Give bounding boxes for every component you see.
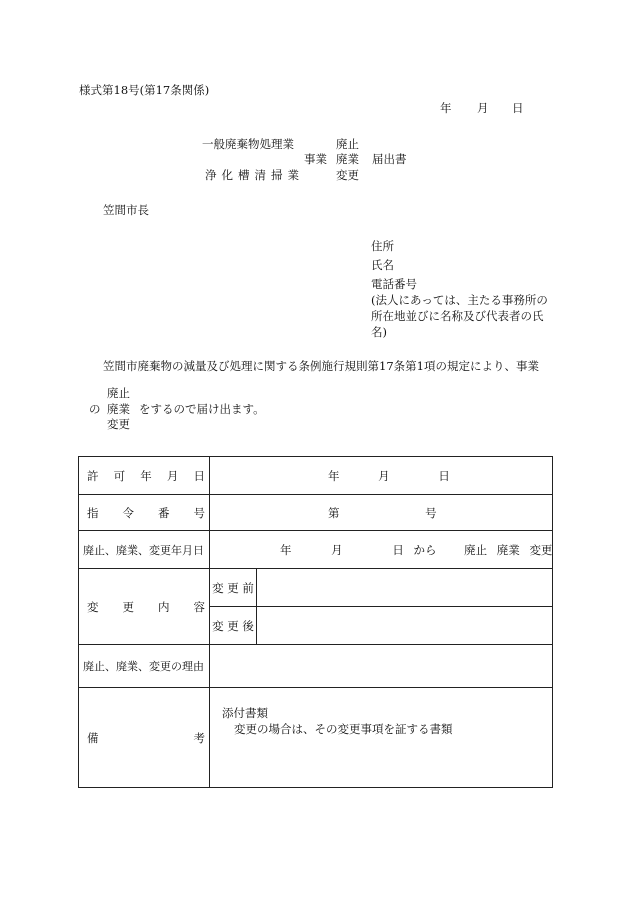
- effective-year-unit: 年: [280, 542, 292, 557]
- label-after-change: 変 更 後: [210, 607, 257, 645]
- applicant-note-line2: 所在地並びに名称及び代表者の氏: [371, 309, 544, 323]
- table-row-effective-date: [79, 531, 553, 569]
- applicant-address-label: 住所: [371, 239, 394, 253]
- label-char: 更: [122, 599, 134, 614]
- label-reason: 廃止、廃業、変更の理由: [79, 645, 210, 688]
- value-remarks[interactable]: [210, 688, 553, 788]
- label-char: 番: [158, 505, 170, 520]
- table-row-order-number: [79, 495, 553, 531]
- permit-year-unit: 年: [328, 468, 340, 483]
- label-char: 年: [140, 468, 152, 483]
- order-number-suffix: 号: [425, 505, 437, 520]
- label-char: 考: [193, 730, 205, 745]
- notification-table: [78, 456, 553, 788]
- date-day: 日: [512, 101, 524, 115]
- effective-day-unit: 日: [392, 542, 404, 557]
- label-char: 可: [113, 468, 126, 483]
- date-month: 月: [477, 101, 489, 115]
- value-reason[interactable]: [210, 645, 553, 688]
- value-permit-date[interactable]: [210, 457, 553, 495]
- title-jigyo: 事業: [304, 152, 327, 166]
- body-particle-no: の: [89, 402, 101, 416]
- order-number-prefix: 第: [328, 505, 340, 520]
- permit-month-unit: 月: [378, 468, 390, 483]
- label-char: 変: [87, 599, 99, 614]
- effective-option-abolish[interactable]: 廃止: [464, 542, 488, 557]
- value-effective-date[interactable]: [210, 531, 553, 569]
- form-number: 様式第18号(第17条関係): [79, 83, 210, 97]
- body-option-abolish: 廃止: [107, 386, 130, 400]
- label-char: 月: [166, 468, 179, 483]
- label-char: 内: [158, 599, 170, 614]
- label-char: 許: [87, 468, 99, 483]
- effective-month-unit: 月: [331, 542, 343, 557]
- addressee: 笠間市長: [103, 203, 149, 217]
- body-main-sentence: 笠間市廃棄物の減量及び処理に関する条例施行規則第17条第1項の規定により、事業: [103, 359, 539, 373]
- label-char: 指: [87, 505, 99, 520]
- permit-day-unit: 日: [438, 468, 450, 483]
- body-tail: をするので届け出ます。: [139, 402, 265, 416]
- label-char: 令: [122, 505, 134, 520]
- applicant-name-label: 氏名: [371, 258, 394, 272]
- attachments-note: 変更の場合は、その変更事項を証する書類: [234, 722, 453, 736]
- table-row-remarks: [79, 688, 553, 788]
- label-char: 備: [87, 730, 99, 745]
- title-septic-business: 浄化槽清掃業: [205, 168, 304, 182]
- value-after-change[interactable]: [257, 607, 553, 645]
- label-permit-date: [79, 457, 210, 495]
- effective-option-close[interactable]: 廃業: [496, 542, 520, 557]
- table-row-change-before: [79, 569, 553, 607]
- table-row-permit-date: [79, 457, 553, 495]
- label-before-change: 変 更 前: [210, 569, 257, 607]
- label-change-content: [79, 569, 210, 645]
- label-effective-date: 廃止、廃業、変更年月日: [79, 531, 210, 569]
- applicant-note-line3: 名): [371, 325, 387, 339]
- title-option-abolish: 廃止: [336, 137, 359, 151]
- label-char: 日: [193, 468, 205, 483]
- title-waste-business: 一般廃棄物処理業: [202, 137, 294, 151]
- effective-from: から: [413, 542, 437, 557]
- label-char: 容: [193, 599, 205, 614]
- title-suffix: 届出書: [372, 152, 407, 166]
- applicant-note-line1: (法人にあっては、主たる事務所の: [371, 293, 548, 307]
- title-option-change: 変更: [336, 168, 359, 182]
- value-before-change[interactable]: [257, 569, 553, 607]
- attachments-heading: 添付書類: [222, 706, 268, 720]
- value-order-number[interactable]: [210, 495, 553, 531]
- date-year: 年: [440, 101, 452, 115]
- applicant-phone-label: 電話番号: [371, 277, 417, 291]
- table-row-reason: [79, 645, 553, 688]
- label-remarks: [79, 688, 210, 788]
- effective-option-change[interactable]: 変更: [529, 542, 553, 557]
- label-order-number: [79, 495, 210, 531]
- label-char: 号: [193, 505, 205, 520]
- body-option-close: 廃業: [107, 402, 130, 416]
- body-option-change: 変更: [107, 417, 130, 431]
- title-option-close: 廃業: [336, 152, 359, 166]
